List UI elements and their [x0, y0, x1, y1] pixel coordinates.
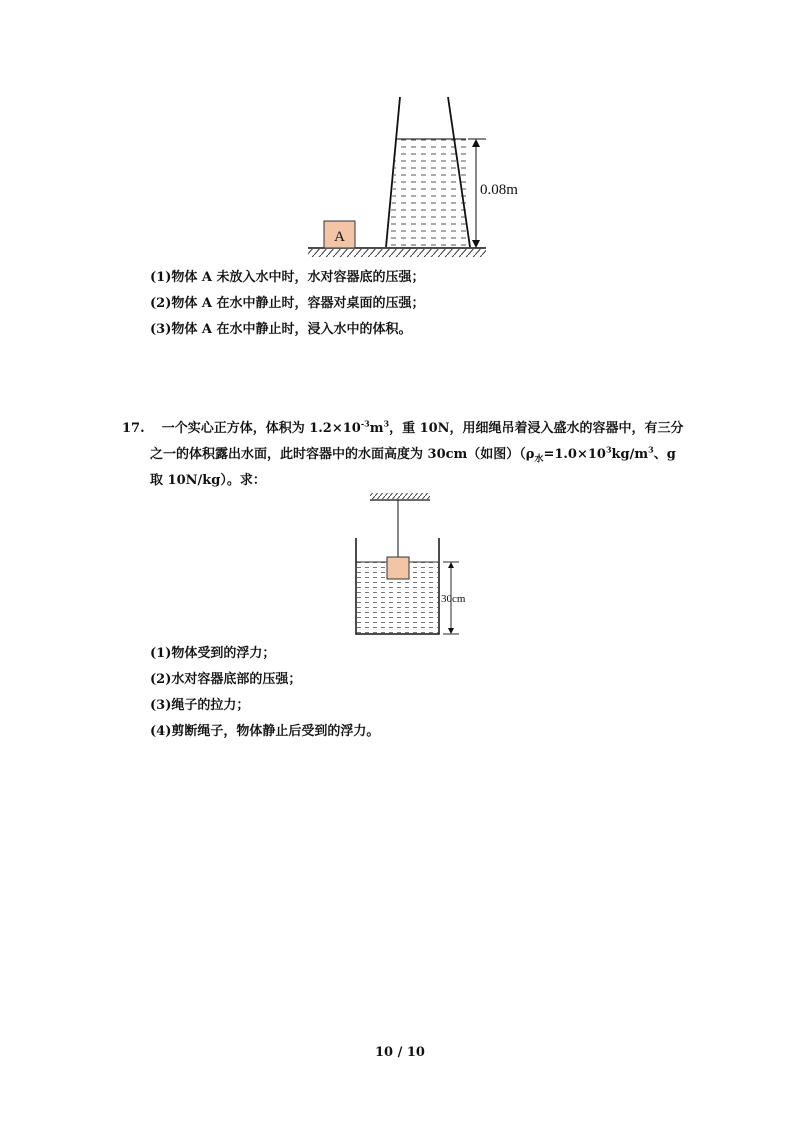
q16-sub-3: (3)物体 A 在水中静止时，浸入水中的体积。 [150, 322, 412, 337]
height-30cm-label: 30cm [441, 593, 466, 605]
q17-sub-3: (3)绳子的拉力； [150, 698, 250, 713]
q17-sub-2: (2)水对容器底部的压强； [150, 672, 302, 687]
height-label: 0.08m [480, 182, 518, 198]
q17-number: 17. [122, 421, 145, 436]
block-a-label: A [334, 229, 345, 245]
q17-line-1: 17. 一个实心正方体，体积为 $1.2\times 10^{-3}m^3$，重 10N，用细绳吊着浸入盛水的容器中，有三分 [122, 418, 684, 436]
figure-hanging-cube [340, 490, 490, 640]
figure-container-block-a [300, 95, 540, 265]
q17-sub-1: (1)物体受到的浮力； [150, 646, 276, 661]
page-number: 10 / 10 [375, 1045, 425, 1060]
q17-line-2: 之一的体积露出水面，此时容器中的水面高度为 30cm（如图）（$\rho_水=1.0\times 10^3kg/m^3$、g [150, 444, 676, 465]
q17-sub-4: (4)剪断绳子，物体静止后受到的浮力。 [150, 724, 380, 739]
q16-sub-1: (1)物体 A 未放入水中时，水对容器底的压强； [150, 270, 425, 285]
q16-sub-2: (2)物体 A 在水中静止时，容器对桌面的压强； [150, 296, 425, 311]
q17-line-3: 取 10N/kg）。求： [150, 473, 266, 488]
